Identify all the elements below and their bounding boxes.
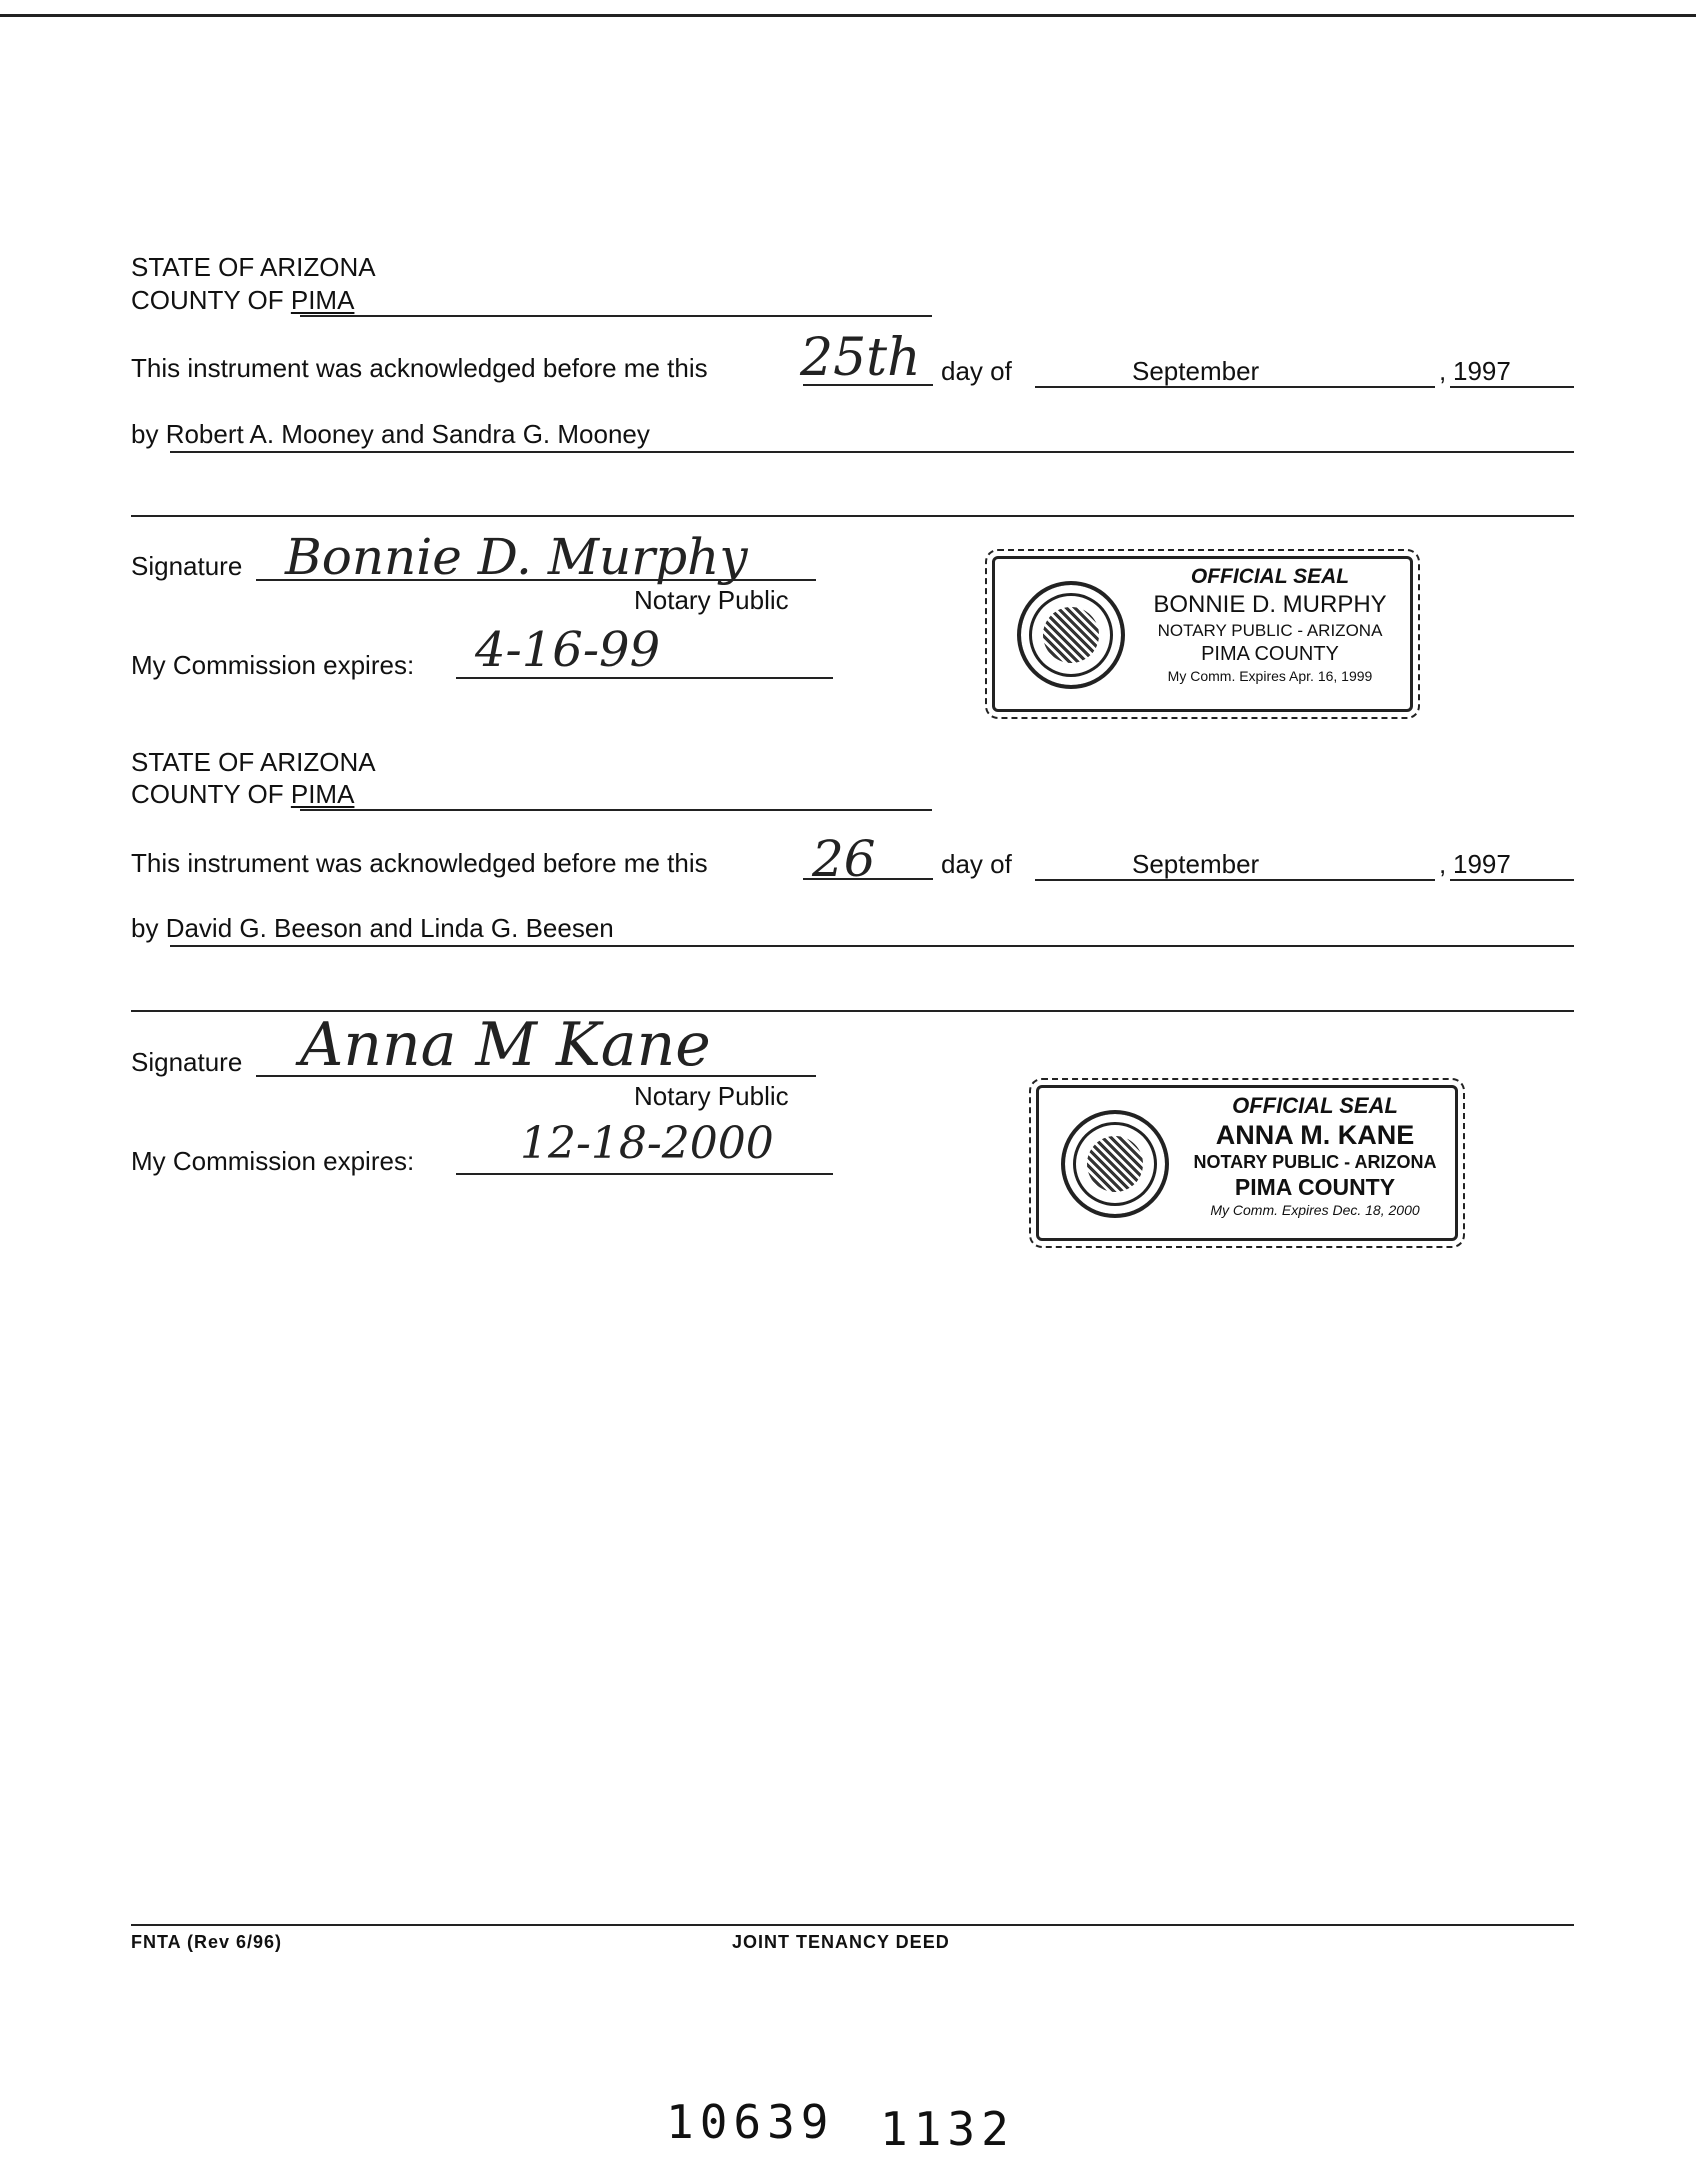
document-title: JOINT TENANCY DEED <box>732 1932 950 1952</box>
day-of-label: day of <box>941 356 1012 386</box>
seal-line-2: PIMA COUNTY <box>1201 643 1339 665</box>
footer-rule <box>131 1924 1574 1926</box>
seal-expires: My Comm. Expires Apr. 16, 1999 <box>1167 668 1373 684</box>
seal-title: OFFICIAL SEAL <box>1190 565 1350 588</box>
state-seal-emblem <box>1061 1110 1169 1218</box>
top-edge-line <box>0 14 1696 17</box>
by-label: by <box>131 913 166 943</box>
county-line <box>131 285 354 315</box>
ack-day-handwritten: 26 <box>812 830 876 888</box>
acknowledging-parties: David G. Beeson and Linda G. Beesen <box>165 913 614 943</box>
county-underline <box>300 315 932 317</box>
seal-line-1: NOTARY PUBLIC - ARIZONA <box>1157 621 1383 640</box>
form-id: FNTA (Rev 6/96) <box>131 1932 283 1952</box>
county-value: PIMA <box>290 779 355 809</box>
county-line <box>131 779 354 809</box>
official-seal-stamp <box>992 556 1413 712</box>
year-underline <box>1450 386 1574 388</box>
record-number-right: 1132 <box>880 2102 1015 2156</box>
month-value: September <box>1132 356 1260 386</box>
signature-label: Signature <box>131 1047 243 1077</box>
notary-public-caption: Notary Public <box>634 585 789 615</box>
county-label: COUNTY OF <box>131 779 291 809</box>
date-comma: , <box>1439 356 1447 386</box>
seal-name: ANNA M. KANE <box>1215 1120 1415 1150</box>
signature-label: Signature <box>131 551 243 581</box>
seal-title: OFFICIAL SEAL <box>1232 1093 1398 1118</box>
seal-name: BONNIE D. MURPHY <box>1153 591 1387 618</box>
county-value: PIMA <box>290 285 355 315</box>
by-line <box>131 419 650 449</box>
by-underline <box>170 451 1574 453</box>
seal-text <box>1179 1093 1451 1218</box>
by-label: by <box>131 419 166 449</box>
year-value: 1997 <box>1453 849 1511 879</box>
seal-line-2: PIMA COUNTY <box>1234 1174 1396 1200</box>
record-number-left: 10639 <box>666 2095 835 2149</box>
month-underline <box>1035 386 1435 388</box>
day-underline <box>803 384 933 386</box>
seal-expires: My Comm. Expires Dec. 18, 2000 <box>1210 1202 1420 1218</box>
acknowledging-parties: Robert A. Mooney and Sandra G. Mooney <box>165 419 650 449</box>
state-heading: STATE OF ARIZONA <box>131 252 376 282</box>
seal-text <box>1135 565 1405 684</box>
official-seal-stamp <box>1036 1085 1458 1241</box>
by-underline <box>170 945 1574 947</box>
year-underline <box>1450 879 1574 881</box>
acknowledged-text: This instrument was acknowledged before me this <box>131 848 708 878</box>
commission-label: My Commission expires: <box>131 650 415 680</box>
state-heading: STATE OF ARIZONA <box>131 747 376 777</box>
county-label: COUNTY OF <box>131 285 291 315</box>
notary-signature-handwritten: Anna M Kane <box>300 1010 711 1080</box>
state-seal-emblem <box>1017 581 1125 689</box>
date-comma: , <box>1439 849 1447 879</box>
acknowledged-text: This instrument was acknowledged before me this <box>131 353 708 383</box>
day-of-label: day of <box>941 849 1012 879</box>
commission-date-handwritten: 4-16-99 <box>475 622 661 678</box>
notary-signature-handwritten: Bonnie D. Murphy <box>285 528 748 586</box>
day-underline <box>803 878 933 880</box>
signature-underline <box>256 1075 816 1077</box>
notary-public-caption: Notary Public <box>634 1081 789 1111</box>
month-value: September <box>1132 849 1260 879</box>
seal-line-1: NOTARY PUBLIC - ARIZONA <box>1193 1152 1437 1172</box>
year-value: 1997 <box>1453 356 1511 386</box>
county-underline <box>300 809 932 811</box>
signature-underline <box>256 579 816 581</box>
blank-line <box>131 515 1574 517</box>
commission-date-handwritten: 12-18-2000 <box>520 1118 774 1169</box>
month-underline <box>1035 879 1435 881</box>
commission-underline <box>456 1173 833 1175</box>
ack-day-handwritten: 25th <box>800 328 921 388</box>
commission-underline <box>456 677 833 679</box>
by-line <box>131 913 614 943</box>
commission-label: My Commission expires: <box>131 1146 415 1176</box>
